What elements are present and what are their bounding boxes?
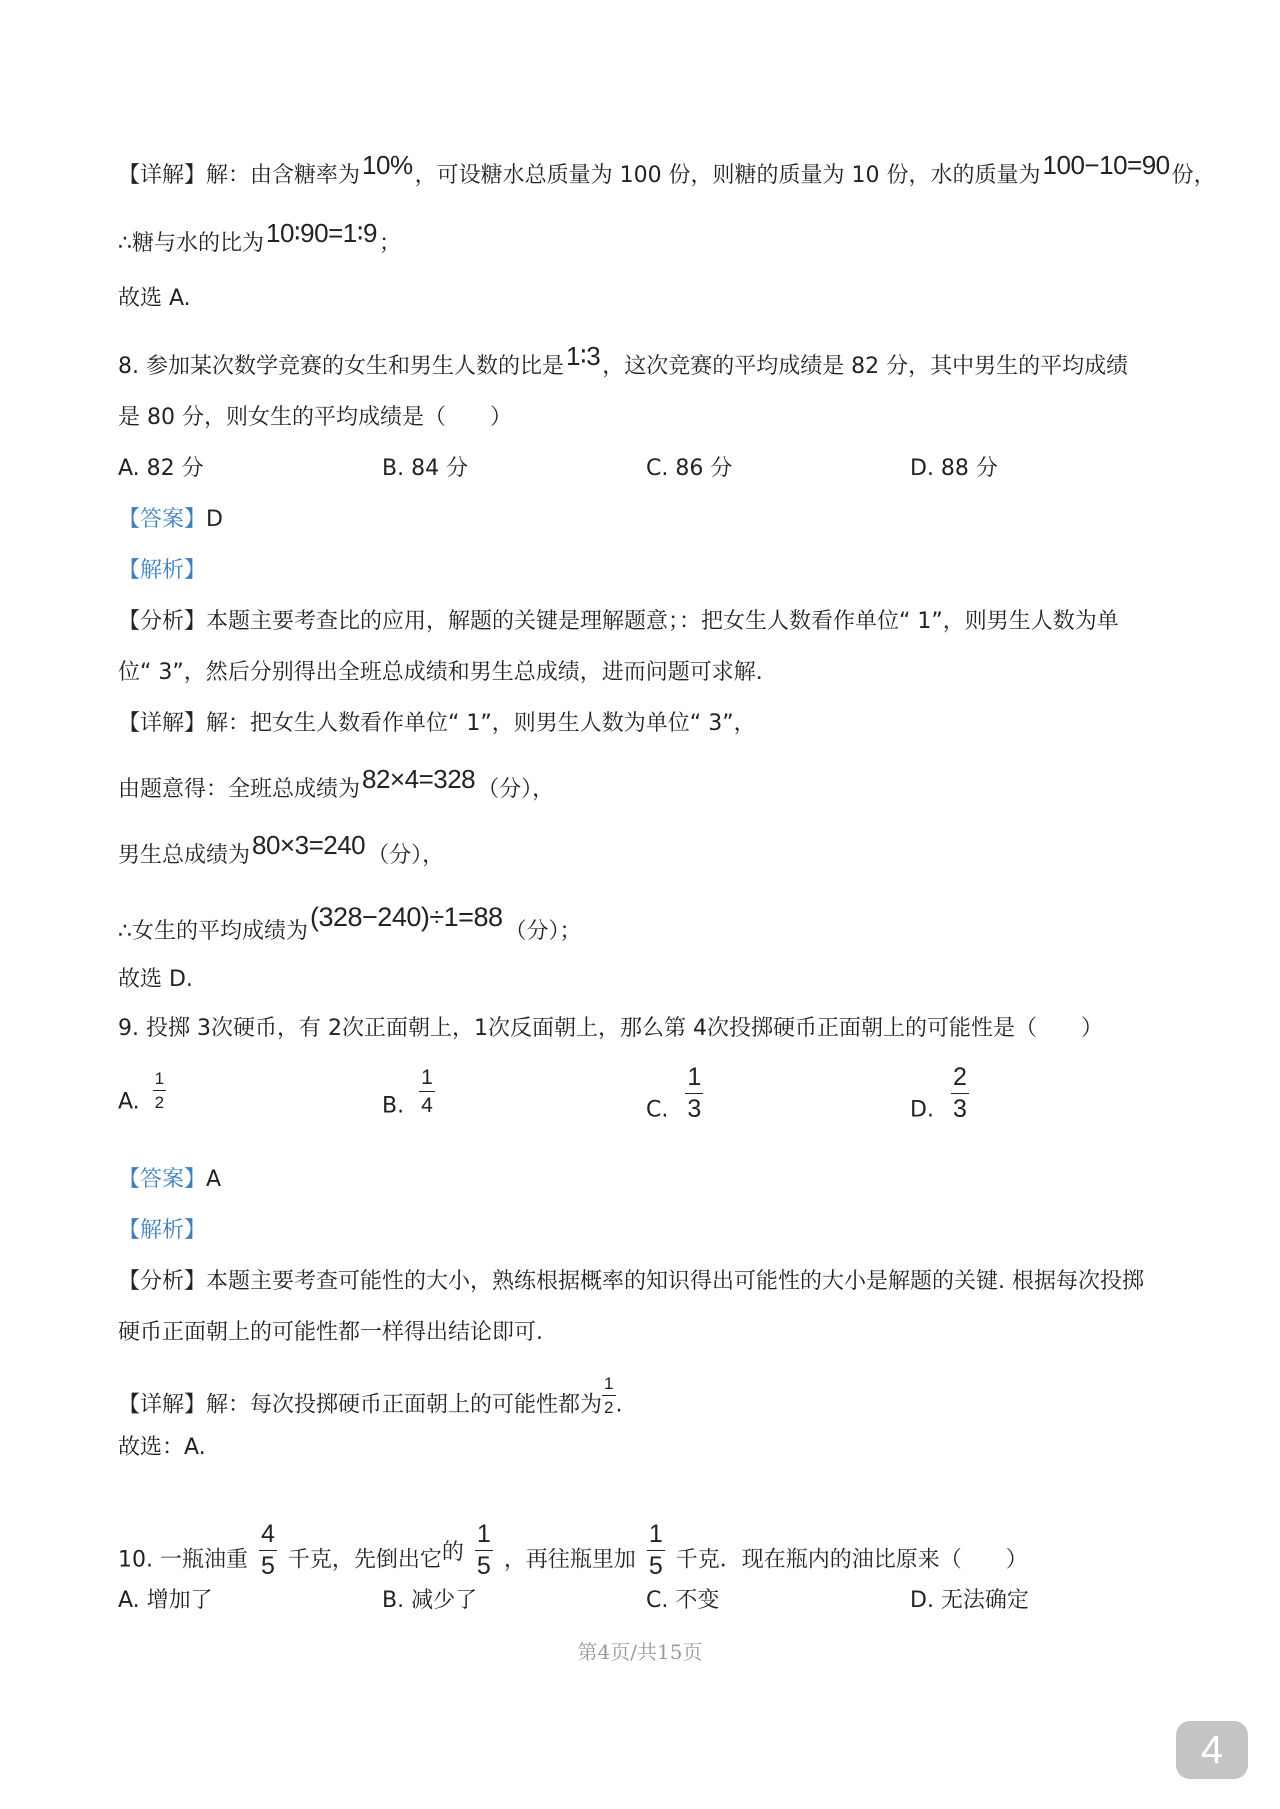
q7-detail-line: 【详解】解：由含糖率为10%，可设糖水总质量为 100 份，则糖的质量为 10 份，水的质量为100−10=90份，	[118, 150, 1216, 188]
q9-answer-line	[118, 1165, 1180, 1195]
q9-option-c-fraction: $\frac{1}{3}$	[687, 1063, 702, 1123]
q7-water-math: 100−10=90	[1042, 150, 1170, 180]
q9-option-a-fraction: $\frac{1}{2}$	[154, 1069, 165, 1112]
q7-ratio-math: 10∶90=1∶9	[266, 218, 377, 248]
q8-total-line: 由题意得：全班总成绩为82×4=328（分），	[118, 764, 555, 802]
q9-option-a[interactable]: A. $\frac{1}{2}$	[118, 1069, 165, 1115]
q8-ratio-math: 1∶3	[566, 341, 601, 371]
q8-option-d[interactable]: D. 88 分	[910, 456, 998, 481]
q7-percent-math: 10%	[362, 150, 413, 180]
q9-option-d-fraction: $\frac{2}{3}$	[952, 1063, 967, 1123]
q8-analysis-label: 【解析】	[118, 558, 207, 583]
q10-option-a[interactable]: A. 增加了	[118, 1588, 213, 1613]
q8-fenxi-line1: 【分析】本题主要考查比的应用，解题的关键是理解题意；：把女生人数看作单位“ 1”，则男生人数为单	[118, 609, 1119, 634]
q10-option-d[interactable]: D. 无法确定	[910, 1588, 1029, 1613]
page-number-badge[interactable]: 4	[1176, 1721, 1248, 1779]
q7-choose: 故选 A.	[118, 286, 191, 311]
q8-answer-label: 【答案】	[118, 507, 207, 532]
q8-stem-line2: 是 80 分，则女生的平均成绩是（ ）	[118, 405, 512, 430]
q9-choose: 故选：A.	[118, 1435, 206, 1460]
q8-boys-line: 男生总成绩为80×3=240（分），	[118, 830, 445, 868]
q8-answer: D	[206, 507, 223, 532]
q10-option-c[interactable]: C. 不变	[646, 1588, 720, 1613]
q10-fraction-1: $\frac{4}{5}$	[260, 1520, 275, 1580]
q8-fenxi-line2: 位“ 3”，然后分别得出全班总成绩和男生总成绩，进而问题可求解.	[118, 660, 763, 685]
q8-option-b[interactable]: B. 84 分	[382, 456, 469, 481]
q8-girls-math: (328−240)÷1=88	[310, 902, 503, 932]
q9-option-d[interactable]: D. $\frac{2}{3}$	[910, 1063, 967, 1123]
q9-analysis-label: 【解析】	[118, 1218, 207, 1243]
q8-choose: 故选 D.	[118, 967, 193, 992]
q9-option-c[interactable]: C. $\frac{1}{3}$	[646, 1063, 702, 1123]
q9-option-b[interactable]: B. $\frac{1}{4}$	[382, 1066, 433, 1119]
q9-fenxi-line1: 【分析】本题主要考查可能性的大小，熟练根据概率的知识得出可能性的大小是解题的关键. 根据每次投掷	[118, 1269, 1145, 1294]
q9-answer: A	[206, 1167, 222, 1192]
q8-detail-line1: 【详解】解：把女生人数看作单位“ 1”，则男生人数为单位“ 3”，	[118, 711, 756, 736]
q9-fenxi-line2: 硬币正面朝上的可能性都一样得出结论即可.	[118, 1320, 543, 1345]
q9-stem: 9. 投掷 3次硬币，有 2次正面朝上，1次反面朝上，那么第 4次投掷硬币正面朝上的可能性是（ ）	[118, 1016, 1103, 1041]
q9-detail-fraction: $\frac{1}{2}$	[604, 1374, 614, 1417]
q10-fraction-3: $\frac{1}{5}$	[648, 1520, 663, 1580]
q8-total-math: 82×4=328	[362, 764, 476, 794]
q8-option-c[interactable]: C. 86 分	[646, 456, 733, 481]
q7-ratio-line: ∴糖与水的比为10∶90=1∶9；	[118, 218, 401, 256]
q8-girls-line: ∴女生的平均成绩为(328−240)÷1=88（分）；	[118, 902, 582, 944]
q8-answer-line	[118, 505, 1180, 535]
q9-answer-label: 【答案】	[118, 1167, 207, 1192]
q10-fraction-2: $\frac{1}{5}$	[476, 1520, 491, 1580]
q8-option-a[interactable]: A. 82 分	[118, 456, 204, 481]
q10-stem: 10. 一瓶油重 $\frac{4}{5}$ 千克，先倒出它的 $\frac{1}{5}$ ，再往瓶里加 $\frac{1}{5}$ 千克．现在瓶内的油比原来（ ）	[118, 1520, 1028, 1580]
q9-option-b-fraction: $\frac{1}{4}$	[421, 1066, 433, 1117]
q8-boys-math: 80×3=240	[252, 830, 366, 860]
q10-option-b[interactable]: B. 减少了	[382, 1588, 478, 1613]
q9-detail-line: 【详解】解：每次投掷硬币正面朝上的可能性都为 $\frac{1}{2}$ .	[118, 1374, 623, 1418]
q8-stem-line1: 8. 参加某次数学竞赛的女生和男生人数的比是1∶3，这次竞赛的平均成绩是 82 分，其中男生的平均成绩	[118, 341, 1129, 379]
page-footer: 第4页/共15页	[577, 1640, 703, 1664]
